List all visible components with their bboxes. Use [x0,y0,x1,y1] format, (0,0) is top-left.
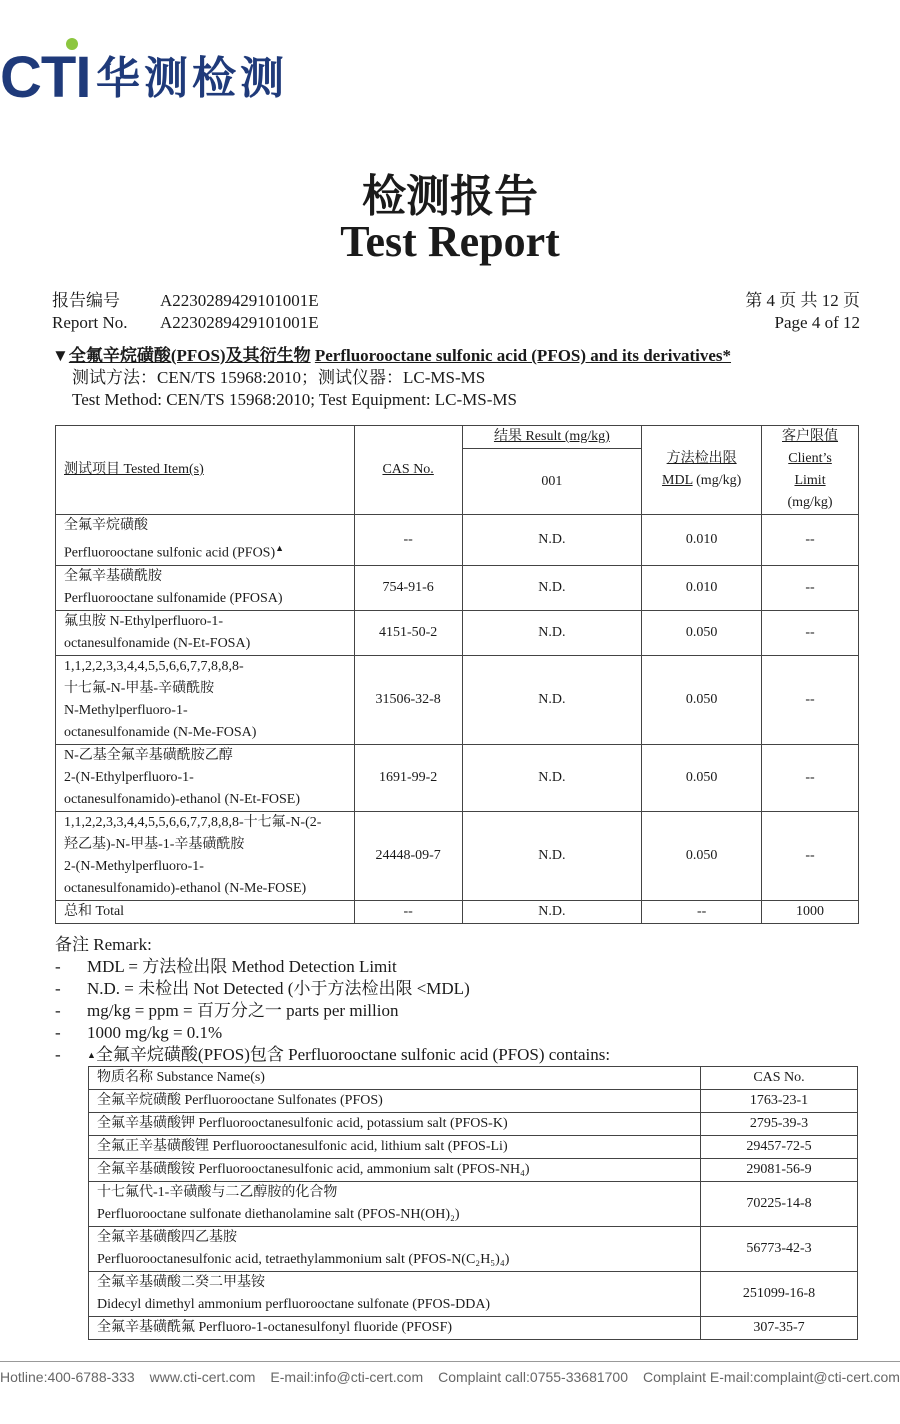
tested-item: 1,1,2,2,3,3,4,4,5,5,6,6,7,7,8,8,8-十七氟-N-(2- 羟乙基)-N-甲基-1-辛基磺酰胺 2-(N-Methylperfluoro-1- octanesulfonamido)-ethanol (N-Me-FOSE) [56,811,355,900]
table-row [56,515,859,566]
result: N.D. [462,565,642,610]
table-row [56,655,859,744]
remark-item: - mg/kg = ppm = 百万分之一 parts per million [55,1001,399,1020]
tested-item: N-乙基全氟辛基磺酰胺乙醇 2-(N-Ethylperfluoro-1- octanesulfonamido)-ethanol (N-Et-FOSE) [56,744,355,811]
table-row [89,1227,858,1272]
result: N.D. [462,515,642,566]
substance-name: 十七氟代-1-辛磺酸与二乙醇胺的化合物 Perfluorooctane sulfonate diethanolamine salt (PFOS-NH(OH)₂) [89,1182,701,1227]
logo-name-cn: 华测检测 [96,53,288,104]
footer-email-link[interactable]: E-mail:info@cti-cert.com [270,1369,424,1385]
substance-cas: 70225-14-8 [701,1182,858,1227]
report-no-value-cn: A2230289429101001E [160,291,319,310]
table-row [89,1159,858,1182]
cas-no: -- [354,515,462,566]
footer-website-link[interactable]: www.cti-cert.com [149,1369,256,1385]
header-substance-name: 物质名称 Substance Name(s) [89,1067,701,1090]
table-row [56,565,859,610]
substance-cas: 2795-39-3 [701,1113,858,1136]
results-table [55,425,859,924]
table-row [89,1090,858,1113]
result: N.D. [462,655,642,744]
client-limit: -- [762,811,859,900]
mdl: 0.050 [642,744,762,811]
table-row [89,1272,858,1317]
table-row [56,610,859,655]
header-cas: CAS No. [354,426,462,515]
mdl: 0.050 [642,610,762,655]
report-number-block [52,290,319,334]
remark-item: - MDL = 方法检出限 Method Detection Limit [55,957,397,976]
client-limit: -- [762,565,859,610]
result: N.D. [462,744,642,811]
cas-no: 1691-99-2 [354,744,462,811]
remark-item: - N.D. = 未检出 Not Detected (小于方法检出限 <MDL) [55,979,470,998]
total-mdl: -- [642,900,762,923]
client-limit: -- [762,610,859,655]
table-total-row [56,900,859,923]
client-limit: -- [762,744,859,811]
substance-cas: 1763-23-1 [701,1090,858,1113]
substance-name: 全氟正辛基磺酸锂 Perfluorooctanesulfonic acid, lithium salt (PFOS-Li) [89,1136,701,1159]
mdl: 0.050 [642,655,762,744]
footer-divider [0,1361,900,1362]
substance-name: 全氟辛基磺酰氟 Perfluoro-1-octanesulfonyl fluoride (PFOSF) [89,1317,701,1340]
total-limit: 1000 [762,900,859,923]
mdl: 0.010 [642,515,762,566]
header-mdl: 方法检出限 MDL (mg/kg) [642,426,762,515]
remark-item: - ▲ 全氟辛烷磺酸(PFOS)包含 Perfluorooctane sulfonic acid (PFOS) contains: [55,1045,611,1064]
substance-cas: 307-35-7 [701,1317,858,1340]
cas-no: 4151-50-2 [354,610,462,655]
substance-cas: 56773-42-3 [701,1227,858,1272]
table-row [89,1182,858,1227]
remark-title: 备注 Remark: [55,935,152,954]
mdl: 0.050 [642,811,762,900]
substance-cas: 29081-56-9 [701,1159,858,1182]
cas-no: 31506-32-8 [354,655,462,744]
test-method-en: Test Method: CEN/TS 15968:2010; Test Equipment: LC-MS-MS [72,390,517,409]
tested-item: 全氟辛基磺酰胺 Perfluorooctane sulfonamide (PFOSA) [56,565,355,610]
report-no-label-cn: 报告编号 [52,291,120,310]
footer-complaint-call: Complaint call:0755-33681700 [438,1369,629,1385]
table-row [56,744,859,811]
total-label: 总和 Total [56,900,355,923]
remark-item: - 1000 mg/kg = 0.1% [55,1023,223,1042]
tested-item: 1,1,2,2,3,3,4,4,5,5,6,6,7,7,8,8,8- 十七氟-N-甲基-辛磺酰胺 N-Methylperfluoro-1- octanesulfonamide (N-Me-FOSA) [56,655,355,744]
tested-item: 全氟辛烷磺酸 Perfluorooctane sulfonic acid (PFOS)▲ [56,515,355,566]
substance-name: 全氟辛基磺酸铵 Perfluorooctanesulfonic acid, ammonium salt (PFOS-NH₄) [89,1159,701,1182]
header-substance-cas: CAS No. [701,1067,858,1090]
remark-block [55,934,610,1066]
logo-brand: CTI [0,45,91,110]
section-title-cn: 全氟辛烷磺酸(PFOS)及其衍生物 [68,346,311,365]
page-number-cn: 第 4 页 共 12 页 [745,291,860,310]
footer-complaint-email-link[interactable]: Complaint E-mail:complaint@cti-cert.com [643,1369,900,1385]
footer [0,1369,900,1385]
page-number-en: Page 4 of 12 [774,313,860,332]
section-title [52,345,731,367]
pfos-substances-table [88,1066,858,1340]
footer-hotline: Hotline:400-6788-333 [0,1369,135,1385]
triangle-mark-icon: ▲ [275,543,285,553]
substance-name: 全氟辛基磺酸四乙基胺 Perfluorooctanesulfonic acid, tetraethylammonium salt (PFOS-N(C₂H₅)₄) [89,1227,701,1272]
section-header [52,345,731,411]
substance-name: 全氟辛基磺酸二癸二甲基铵 Didecyl dimethyl ammonium perfluorooctane sulfonate (PFOS-DDA) [89,1272,701,1317]
header-sample-id: 001 [462,449,642,515]
client-limit: -- [762,515,859,566]
table-row [89,1136,858,1159]
substance-cas: 251099-16-8 [701,1272,858,1317]
total-result: N.D. [462,900,642,923]
section-marker-icon: ▼ [52,346,69,365]
header-tested-item: 测试项目 Tested Item(s) [56,426,355,515]
page-number-block [745,290,860,334]
table-row [89,1113,858,1136]
table-row [56,811,859,900]
total-cas: -- [354,900,462,923]
report-no-label-en: Report No. [52,313,128,332]
substances-header-row [89,1067,858,1090]
cas-no: 24448-09-7 [354,811,462,900]
header-client-limit: 客户限值 Client’s Limit (mg/kg) [762,426,859,515]
section-title-en: Perfluorooctane sulfonic acid (PFOS) and its derivatives* [314,346,732,365]
report-no-value-en: A2230289429101001E [160,313,319,332]
title-en: Test Report [340,217,560,266]
client-limit: -- [762,655,859,744]
table-row [89,1317,858,1340]
test-method-cn: 测试方法：CEN/TS 15968:2010；测试仪器：LC-MS-MS [72,368,486,387]
table-header-row [56,426,859,449]
title-cn: 检测报告 [362,171,538,222]
tested-item: 氟虫胺 N-Ethylperfluoro-1- octanesulfonamide (N-Et-FOSA) [56,610,355,655]
header-result: 结果 Result (mg/kg) [462,426,642,449]
substance-name: 全氟辛基磺酸钾 Perfluorooctanesulfonic acid, potassium salt (PFOS-K) [89,1113,701,1136]
cas-no: 754-91-6 [354,565,462,610]
result: N.D. [462,811,642,900]
result: N.D. [462,610,642,655]
mdl: 0.010 [642,565,762,610]
triangle-mark-icon: ▲ [87,1050,96,1060]
substance-name: 全氟辛烷磺酸 Perfluorooctane Sulfonates (PFOS) [89,1090,701,1113]
substance-cas: 29457-72-5 [701,1136,858,1159]
